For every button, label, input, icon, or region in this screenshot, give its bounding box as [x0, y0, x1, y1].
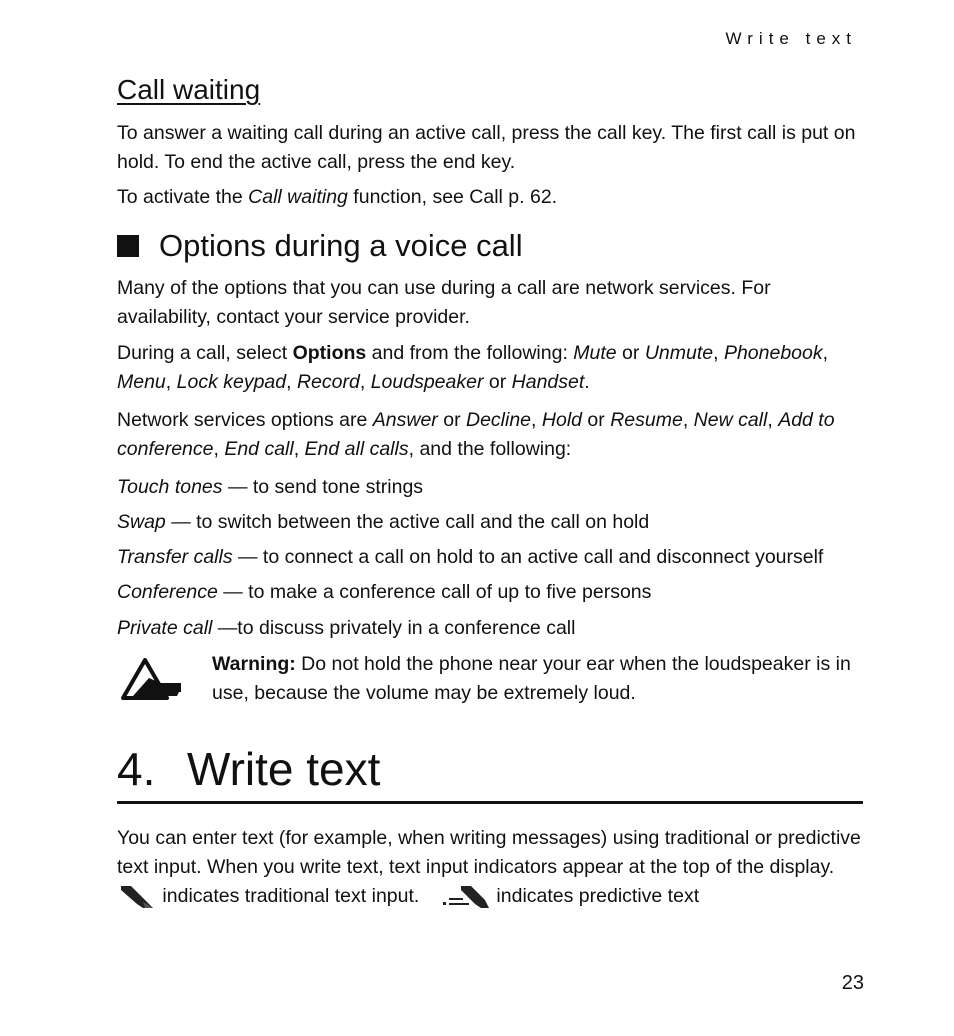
option-desc: —to discuss privately in a conference call [212, 617, 576, 639]
option-item-conference [117, 578, 867, 607]
call-waiting-paragraph-2 [117, 183, 867, 212]
text-run: , [213, 438, 225, 460]
text-run: indicates predictive text [496, 885, 700, 907]
text-run: , and the following: [408, 438, 572, 460]
traditional-text-indicator-icon [117, 884, 157, 910]
text-run: To activate the [117, 186, 249, 208]
options-paragraph-3 [117, 406, 867, 464]
text-run: You can enter text (for example, when writing messages) using traditional or predictive text input. When you write text, text input indicators appear at the top of the display. [117, 827, 861, 878]
text-run: or [483, 371, 512, 393]
text-run: , [767, 409, 779, 431]
warning-note [212, 650, 862, 708]
text-run: or [582, 409, 611, 431]
term-end-call: End call [224, 438, 294, 460]
text-run: , [293, 438, 305, 460]
term-end-all-calls: End all calls [304, 438, 409, 460]
option-term: Touch tones [117, 476, 223, 498]
call-waiting-heading: Call waiting [117, 74, 261, 105]
text-run: , [286, 371, 297, 393]
option-desc: — to make a conference call of up to five persons [217, 581, 652, 603]
term-menu: Menu [117, 371, 166, 393]
chapter-title: Write text [187, 743, 381, 795]
term-answer: Answer [372, 409, 438, 431]
option-term: Swap [117, 511, 166, 533]
option-term: Conference [117, 581, 218, 603]
term-hold: Hold [541, 409, 582, 431]
term-decline: Decline [466, 409, 532, 431]
text-run: function, see Call p. 62. [347, 186, 558, 208]
text-run: , [531, 409, 542, 431]
term-loudspeaker: Loudspeaker [370, 371, 484, 393]
text-run: indicates traditional text input. [157, 885, 420, 907]
term-handset: Handset [511, 371, 585, 393]
chapter-number: 4. [117, 743, 156, 795]
chapter-paragraph-1 [117, 824, 867, 911]
options-heading-text: Options during a voice call [159, 228, 523, 263]
text-run: , [359, 371, 371, 393]
options-section-heading [117, 228, 523, 264]
term-call-waiting: Call waiting [248, 186, 348, 208]
options-paragraph-1: Many of the options that you can use during a call are network services. For availability, contact your service provider. [117, 277, 771, 328]
call-waiting-paragraph-1: To answer a waiting call during an active call, press the call key. The first call is put on hold. To end the active call, press the end key. [117, 122, 856, 173]
options-paragraph-2 [117, 339, 867, 397]
text-run: and from the following: [366, 342, 574, 364]
option-item-swap [117, 508, 867, 537]
term-resume: Resume [610, 409, 683, 431]
warning-label: Warning: [212, 653, 296, 675]
term-record: Record [296, 371, 360, 393]
text-run: . [584, 371, 590, 393]
predictive-text-indicator-icon [441, 884, 491, 910]
running-header: Write text [725, 29, 857, 48]
text-run: , [165, 371, 177, 393]
text-run: Network services options are [117, 409, 373, 431]
warning-text: Do not hold the phone near your ear when the loudspeaker is in use, because the volume may be extremely loud. [212, 653, 851, 704]
term-phonebook: Phonebook [723, 342, 823, 364]
text-run: or [437, 409, 466, 431]
text-run: , [822, 342, 829, 364]
option-item-touch-tones [117, 473, 867, 502]
text-run: , [713, 342, 724, 364]
option-item-private-call [117, 614, 867, 643]
option-desc: — to switch between the active call and the call on hold [165, 511, 650, 533]
chapter-rule [117, 801, 863, 804]
option-term: Private call [117, 617, 213, 639]
term-unmute: Unmute [644, 342, 714, 364]
page-number: 23 [841, 972, 864, 994]
term-new-call: New call [693, 409, 768, 431]
term-add-to-conference: Add to conference [117, 409, 835, 460]
text-run: or [616, 342, 645, 364]
term-mute: Mute [573, 342, 617, 364]
options-keyword: Options [292, 342, 367, 364]
term-lock-keypad: Lock keypad [176, 371, 287, 393]
section-bullet-icon [117, 235, 139, 257]
option-term: Transfer calls [117, 546, 233, 568]
chapter-heading [117, 742, 380, 796]
option-desc: — to send tone strings [222, 476, 424, 498]
option-desc: — to connect a call on hold to an active call and disconnect yourself [232, 546, 824, 568]
text-run: During a call, select [117, 342, 293, 364]
text-run: , [682, 409, 694, 431]
warning-icon [119, 656, 183, 702]
option-item-transfer-calls [117, 543, 867, 572]
